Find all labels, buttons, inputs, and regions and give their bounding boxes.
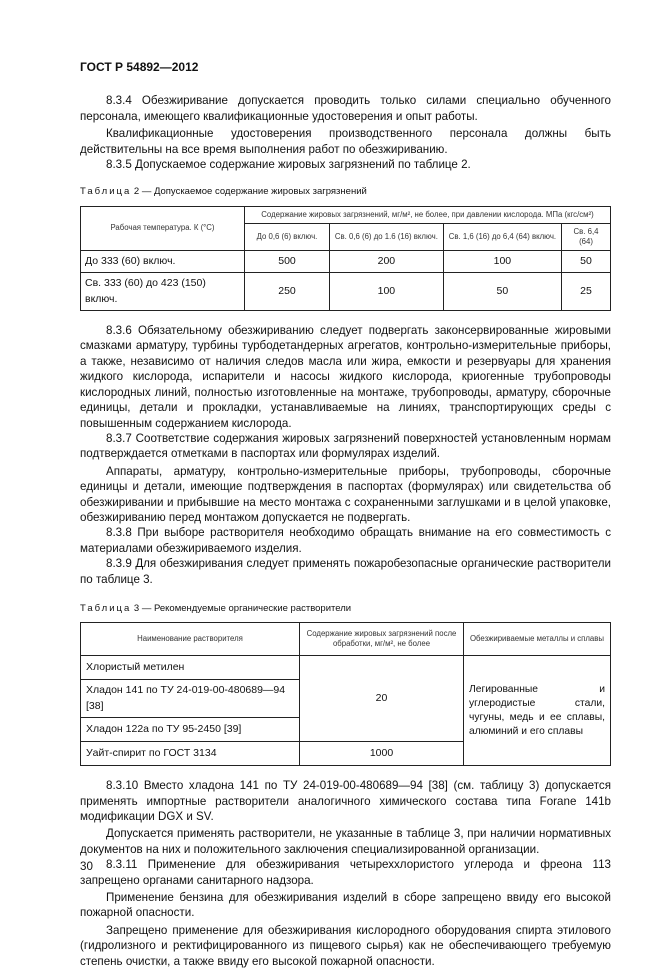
paragraph-gasoline: Применение бензина для обезжиривания изделий в сборе запрещено ввиду его высокой пожарной опасности. — [80, 891, 611, 920]
caption-text: 2 — Допускаемое содержание жировых загрязнений — [133, 186, 367, 198]
table-cell: 50 — [562, 250, 611, 272]
paragraph-8-3-11: 8.3.11 Применение для обезжиривания четыреххлористого углерода и фреона 113 запрещено органами санитарного надзора. — [80, 858, 611, 887]
table3-header-solvent: Наименование растворителя — [81, 623, 300, 656]
paragraph-8-3-8: 8.3.8 При выборе растворителя необходимо обращать внимание на его совместимость с материалами обезжириваемого изделия. — [80, 526, 611, 555]
paragraph-other-solvents: Допускается применять растворители, не указанные в таблице 3, при наличии нормативных документов на них и положительного заключения специализированной организации. — [80, 827, 611, 856]
table-cell: 500 — [245, 250, 330, 272]
table3-header-content: Содержание жировых загрязнений после обработки, мг/м², не более — [300, 623, 464, 656]
page-number: 30 — [80, 860, 93, 873]
paragraph-8-3-6: 8.3.6 Обязательному обезжириванию следует подвергать законсервированные жировыми смазками арматуру, турбины турбодетандерных агрегатов, контрольно-измерительные приборы, а также, независимо от наличия следов масла или жира, емкости и резервуары для хранения жидкого кислорода, испарители и насосы жидкого кислорода, криогенные трубопроводы кислородных линий, полностью изготовленные на монтаже, трубопроводы, арматуру, сборочные единицы, детали и прокладки, устанавливаемые на линиях, транспортирующих среды с повышенным содержанием кислорода. — [80, 324, 611, 430]
table-2 — [80, 206, 611, 311]
caption-word: Таблица — [80, 186, 132, 198]
paragraph-8-3-7: 8.3.7 Соответствие содержания жировых загрязнений поверхностей установленным нормам подтверждается отметками в паспортах или формулярах изделий. — [80, 431, 611, 461]
table2-header-group: Содержание жировых загрязнений, мг/м², не более, при давлении кислорода. МПа (кгс/см²) — [245, 206, 611, 223]
table-cell: 1000 — [300, 742, 464, 766]
table-cell: Св. 333 (60) до 423 (150) включ. — [81, 273, 245, 311]
paragraph-8-3-4: 8.3.4 Обезжиривание допускается проводить только силами специально обученного персонала, имеющего квалификационные удостоверения и опыт работы. — [80, 94, 611, 123]
table-cell: Хладон 141 по ТУ 24-019-00-480689—94 [38] — [81, 680, 300, 718]
table-cell: 20 — [300, 656, 464, 742]
table2-subheader: До 0,6 (6) включ. — [245, 223, 330, 250]
table-cell: Хладон 122а по ТУ 95-2450 [39] — [81, 718, 300, 742]
paragraph-8-3-9: 8.3.9 Для обезжиривания следует применять пожаробезопасные органические растворители по таблице 3. — [80, 557, 611, 586]
document-header: ГОСТ Р 54892—2012 — [80, 60, 199, 74]
table-cell: Уайт-спирит по ГОСТ 3134 — [81, 742, 300, 766]
paragraph-apparatus: Аппараты, арматуру, контрольно-измерительные приборы, трубопроводы, сборочные единицы и детали, имеющие подтверждения в паспортах (формулярах) или свидетельства об обезжиривании и прибывшие на место монтажа с сохраненными заглушками и в целой упаковке, обезжириванию перед монтажом допускается не подвергать. — [80, 464, 611, 524]
table-row — [81, 656, 611, 680]
paragraph-ethanol: Запрещено применение для обезжиривания кислородного оборудования спирта этилового (гидролизного и ректифицированного из пищевого сырья) как не обеспечивающего требуемую степень очистки, а также ввиду его высокой пожарной опасности. — [80, 923, 611, 968]
document-page — [80, 60, 611, 969]
table-row — [81, 250, 611, 272]
table2-subheader: Св. 6,4 (64) — [562, 223, 611, 250]
table2-header-temperature: Рабочая температура. К (°С) — [81, 206, 245, 250]
table-row — [81, 273, 611, 311]
table-cell: 100 — [330, 273, 444, 311]
table-cell: До 333 (60) включ. — [81, 250, 245, 272]
table-cell: Хлористый метилен — [81, 656, 300, 680]
paragraph-qualification: Квалификационные удостоверения производственного персонала должны быть действительны на все время выполнения работ по обезжириванию. — [80, 127, 611, 156]
table-cell: 50 — [443, 273, 561, 311]
table-cell: 250 — [245, 273, 330, 311]
paragraph-8-3-5: 8.3.5 Допускаемое содержание жировых загрязнений по таблице 2. — [106, 158, 471, 172]
table-cell: 100 — [443, 250, 561, 272]
table-3 — [80, 622, 611, 766]
table3-header-metals: Обезжириваемые металлы и сплавы — [464, 623, 611, 656]
table2-subheader: Св. 0,6 (6) до 1.6 (16) включ. — [330, 223, 444, 250]
caption-word: Таблица — [80, 602, 132, 614]
table3-caption — [80, 601, 611, 616]
table2-caption — [80, 184, 611, 199]
caption-text: 3 — Рекомендуемые органические растворители — [133, 602, 352, 614]
table-cell: 200 — [330, 250, 444, 272]
table2-subheader: Св. 1,6 (16) до 6,4 (64) включ. — [443, 223, 561, 250]
table-cell: 25 — [562, 273, 611, 311]
paragraph-8-3-10: 8.3.10 Вместо хладона 141 по ТУ 24-019-00-480689—94 [38] (см. таблицу 3) допускается применять импортные растворители аналогичного химического состава типа Forane 141b модификации DGX и SV. — [80, 779, 611, 823]
table-cell: Легированные и углеродистые стали, чугуны, медь и ее сплавы, алюминий и его сплавы — [464, 656, 611, 766]
